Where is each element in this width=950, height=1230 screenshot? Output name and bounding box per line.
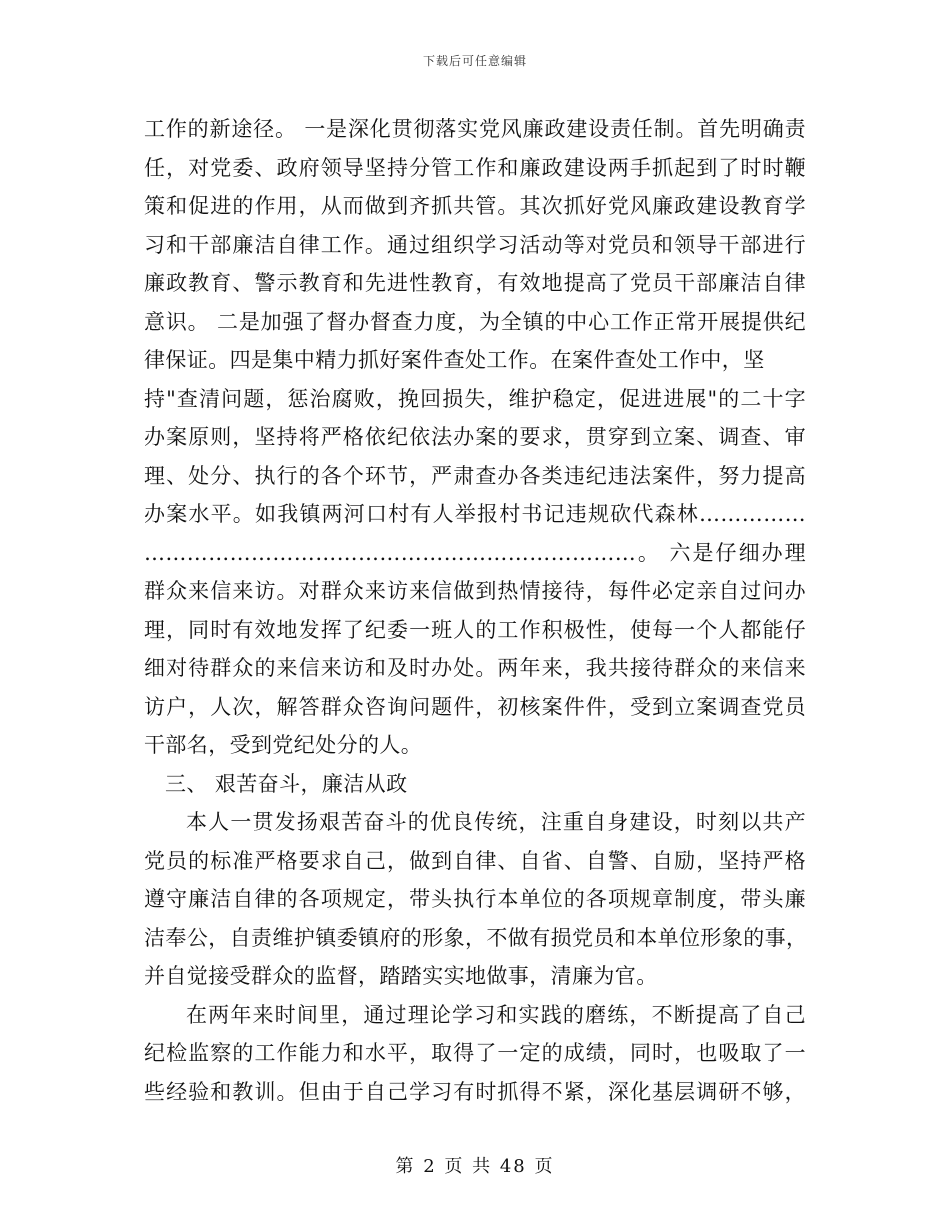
text-line: 办案原则，坚持将严格依纪依法办案的要求，贯穿到立案、调查、审: [144, 425, 806, 449]
text-line: 本人一贯发扬艰苦奋斗的优良传统，注重自身建设，时刻以共产: [186, 810, 806, 834]
text-line: 理、处分、执行的各个环节，严肃查办各类违纪违法案件，努力提高: [144, 463, 806, 488]
text-line: 工作的新途径。 一是深化贯彻落实党风廉政建设责任制。首先明确责: [144, 117, 806, 141]
section-heading: 三、 艰苦奋斗，廉洁从政: [165, 771, 408, 796]
text-line: 洁奉公，自责维护镇委镇府的形象，不做有损党员和本单位形象的事，: [144, 925, 808, 950]
text-line: 党员的标准严格要求自己，做到自律、自省、自警、自励，坚持严格: [144, 848, 806, 873]
text-line: 理，同时有效地发挥了纪委一班人的工作积极性，使每一个人都能仔: [144, 617, 806, 642]
text-line: 在两年来时间里，通过理论学习和实践的磨练，不断提高了自己: [186, 1002, 806, 1027]
text-line: ……………………………………………………………。 六是仔细办理: [144, 540, 806, 565]
text-line: 廉政教育、警示教育和先进性教育，有效地提高了党员干部廉洁自律: [144, 271, 806, 295]
text-line: 持"查清问题，惩治腐败，挽回损失，维护稳定，促进进展"的二十字: [144, 386, 806, 411]
body-text: [144, 110, 806, 1111]
text-line: 些经验和教训。但由于自己学习有时抓得不紧，深化基层调研不够，: [144, 1079, 806, 1104]
text-line: 细对待群众的来信来访和及时办处。两年来，我共接待群众的来信来: [144, 656, 806, 680]
text-line: 办案水平。如我镇两河口村有人举报村书记违规砍代森林……………: [144, 502, 806, 526]
text-line: 意识。 二是加强了督办督查力度，为全镇的中心工作正常开展提供纪: [144, 309, 806, 334]
text-line: 任，对党委、政府领导坚持分管工作和廉政建设两手抓起到了时时鞭: [144, 155, 806, 180]
text-line: 遵守廉洁自律的各项规定，带头执行本单位的各项规章制度，带头廉: [144, 887, 806, 911]
text-line: 干部名，受到党纪处分的人。: [144, 733, 423, 757]
page-number: 第 2 页 共 48 页: [395, 1156, 555, 1177]
text-line: 群众来信来访。对群众来访来信做到热情接待，每件必定亲自过问办: [144, 579, 806, 603]
text-line: 策和促进的作用，从而做到齐抓共管。其次抓好党风廉政建设教育学: [144, 194, 806, 218]
text-line: 纪检监察的工作能力和水平，取得了一定的成绩，同时，也吸取了一: [144, 1041, 806, 1065]
text-line: 访户，人次，解答群众咨询问题件，初核案件件，受到立案调查党员: [144, 694, 806, 719]
text-line: 律保证。四是集中精力抓好案件查处工作。在案件查处工作中，坚: [144, 348, 765, 372]
page-header: 下载后可任意编辑: [422, 54, 527, 68]
text-line: 习和干部廉洁自律工作。通过组织学习活动等对党员和领导干部进行: [144, 232, 806, 257]
text-line: 并自觉接受群众的监督，踏踏实实地做事，清廉为官。: [144, 964, 658, 988]
